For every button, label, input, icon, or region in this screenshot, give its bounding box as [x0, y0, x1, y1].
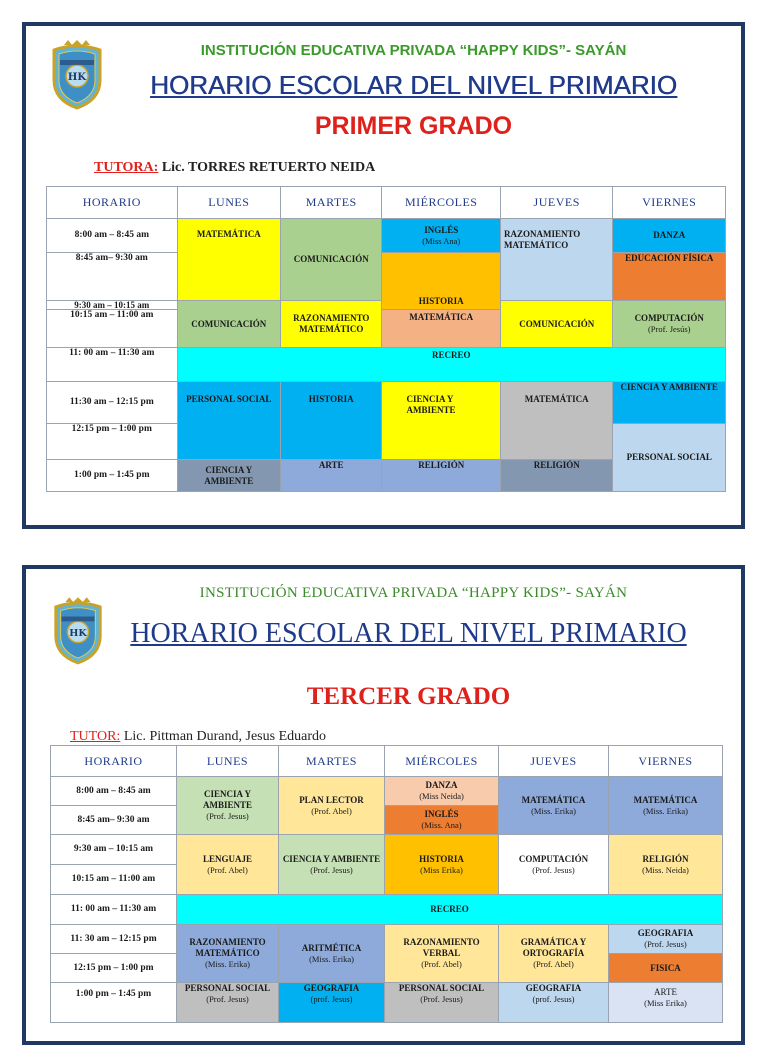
class-cell: RAZONAMIENTO MATEMÁTICO	[281, 301, 382, 348]
class-cell: MATEMÁTICA (Miss. Erika)	[609, 777, 723, 835]
svg-text:HK: HK	[67, 72, 87, 83]
time-slot: 10:15 am – 11:00 am	[47, 310, 178, 348]
class-cell: ARTE	[281, 460, 382, 492]
class-cell: COMUNICACIÓN	[500, 301, 612, 348]
recreo-cell: RECREO	[177, 348, 725, 382]
header-jueves: JUEVES	[499, 746, 609, 777]
class-cell: RELIGIÓN (Miss. Neida)	[609, 835, 723, 895]
class-cell: CIENCIA Y AMBIENTE	[613, 382, 726, 424]
time-slot: 12:15 pm – 1:00 pm	[51, 954, 177, 983]
class-cell: CIENCIA Y AMBIENTE	[382, 382, 501, 460]
class-cell: PERSONAL SOCIAL	[613, 424, 726, 492]
class-cell: FISICA	[609, 954, 723, 983]
class-cell: LENGUAJE (Prof. Abel)	[177, 835, 279, 895]
tutor-name: Lic. TORRES RETUERTO NEIDA	[158, 160, 376, 175]
class-cell: RAZONAMIENTO MATEMÁTICO	[500, 219, 612, 301]
class-cell: HISTORIA (Miss Erika)	[385, 835, 499, 895]
time-slot: 11: 00 am – 11:30 am	[47, 348, 178, 382]
class-cell: COMPUTACIÓN (Prof. Jesus)	[499, 835, 609, 895]
class-cell: ARTE (Miss Erika)	[609, 983, 723, 1023]
header-miercoles: MIÉRCOLES	[382, 187, 501, 219]
class-cell: GEOGRAFIA (prof. Jesus)	[499, 983, 609, 1023]
grade-title: PRIMER GRADO	[314, 112, 513, 140]
schedule-table	[46, 186, 726, 492]
class-cell: COMUNICACIÓN	[177, 301, 280, 348]
class-cell: MATEMÁTICA	[382, 310, 501, 348]
class-cell: PERSONAL SOCIAL (Prof. Jesus)	[177, 983, 279, 1023]
class-cell: MATEMÁTICA	[177, 219, 280, 301]
class-cell: RAZONAMIENTO VERBAL (Prof. Abel)	[385, 925, 499, 983]
class-cell: COMPUTACIÓN (Prof. Jesús)	[613, 301, 726, 348]
tutor-line	[70, 729, 326, 745]
header-viernes: VIERNES	[609, 746, 723, 777]
grade-title: TERCER GRADO	[306, 683, 511, 710]
time-slot: 8:00 am – 8:45 am	[47, 219, 178, 253]
class-cell: COMUNICACIÓN	[281, 219, 382, 301]
svg-text:HK: HK	[69, 627, 87, 639]
class-cell: GEOGRAFIA (Prof. Jesus)	[609, 925, 723, 954]
header-horario: HORARIO	[47, 187, 178, 219]
time-slot: 11: 30 am – 12:15 pm	[51, 925, 177, 954]
recreo-cell: RECREO	[177, 895, 723, 925]
class-cell: RELIGIÓN	[500, 460, 612, 492]
time-slot: 8:00 am – 8:45 am	[51, 777, 177, 806]
class-cell: PLAN LECTOR (Prof. Abel)	[279, 777, 385, 835]
header-lunes: LUNES	[177, 746, 279, 777]
class-cell: RELIGIÓN	[382, 460, 501, 492]
page-title: HORARIO ESCOLAR DEL NIVEL PRIMARIO	[150, 70, 677, 100]
schedule-table	[50, 745, 723, 1023]
class-cell: HISTORIA	[382, 253, 501, 310]
school-crest-icon	[48, 40, 106, 110]
tutor-line	[94, 160, 375, 176]
header-miercoles: MIÉRCOLES	[385, 746, 499, 777]
class-cell: MATEMÁTICA	[500, 382, 612, 460]
class-cell: CIENCIA Y AMBIENTE	[177, 460, 280, 492]
time-slot: 9:30 am – 10:15 am	[51, 835, 177, 865]
class-cell: DANZA	[613, 219, 726, 253]
tutor-label: TUTORA:	[94, 160, 159, 175]
time-slot: 8:45 am– 9:30 am	[51, 806, 177, 835]
tutor-name: Lic. Pittman Durand, Jesus Eduardo	[120, 729, 326, 744]
school-name: INSTITUCIÓN EDUCATIVA PRIVADA “HAPPY KIDS”- SAYÁN	[200, 42, 627, 59]
header-martes: MARTES	[279, 746, 385, 777]
schedule-panel-tercer-grado	[22, 565, 745, 1045]
class-cell: EDUCACIÓN FÍSICA	[613, 253, 726, 301]
time-slot: 1:00 pm – 1:45 pm	[47, 460, 178, 492]
header-jueves: JUEVES	[500, 187, 612, 219]
time-slot: 11:30 am – 12:15 pm	[47, 382, 178, 424]
class-cell: INGLÉS (Miss Ana)	[382, 219, 501, 253]
class-cell: INGLÉS (Miss. Ana)	[385, 806, 499, 835]
time-slot: 10:15 am – 11:00 am	[51, 865, 177, 895]
class-cell: PERSONAL SOCIAL (Prof. Jesus)	[385, 983, 499, 1023]
class-cell: GEOGRAFIA (prof. Jesus)	[279, 983, 385, 1023]
time-slot: 9:30 am – 10:15 am	[47, 301, 178, 310]
page-title: HORARIO ESCOLAR DEL NIVEL PRIMARIO	[130, 618, 687, 649]
tutor-label: TUTOR:	[70, 729, 121, 744]
class-cell: GRAMÁTICA Y ORTOGRAFÍA (Prof. Abel)	[499, 925, 609, 983]
time-slot: 12:15 pm – 1:00 pm	[47, 424, 178, 460]
school-name: INSTITUCIÓN EDUCATIVA PRIVADA “HAPPY KIDS”- SAYÁN	[199, 585, 628, 601]
time-slot: 11: 00 am – 11:30 am	[51, 895, 177, 925]
class-cell: DANZA (Miss Neida)	[385, 777, 499, 806]
class-cell: CIENCIA Y AMBIENTE (Prof. Jesus)	[177, 777, 279, 835]
schedule-panel-primer-grado	[22, 22, 745, 529]
time-slot: 1:00 pm – 1:45 pm	[51, 983, 177, 1023]
header-lunes: LUNES	[177, 187, 280, 219]
class-cell: PERSONAL SOCIAL	[177, 382, 280, 460]
class-cell: RAZONAMIENTO MATEMÁTICO (Miss. Erika)	[177, 925, 279, 983]
header-martes: MARTES	[281, 187, 382, 219]
time-slot: 8:45 am– 9:30 am	[47, 253, 178, 301]
class-cell: MATEMÁTICA (Miss. Erika)	[499, 777, 609, 835]
header-horario: HORARIO	[51, 746, 177, 777]
header-viernes: VIERNES	[613, 187, 726, 219]
class-cell: ARITMÉTICA (Miss. Erika)	[279, 925, 385, 983]
class-cell: HISTORIA	[281, 382, 382, 460]
class-cell: CIENCIA Y AMBIENTE (Prof. Jesus)	[279, 835, 385, 895]
